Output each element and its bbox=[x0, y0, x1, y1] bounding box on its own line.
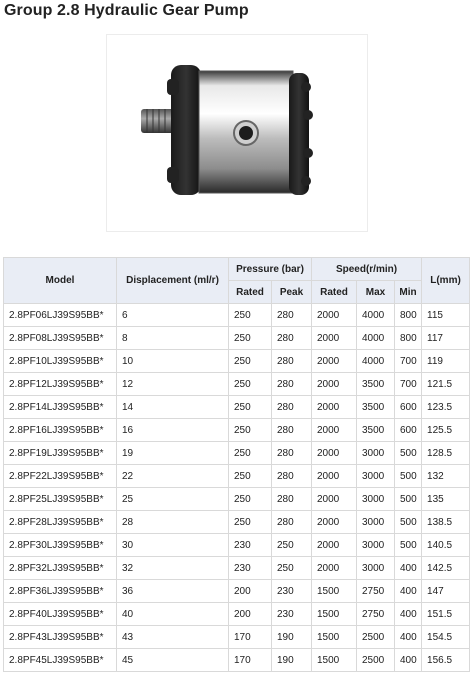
cell-model: 2.8PF12LJ39S95BB* bbox=[4, 373, 117, 396]
table-row bbox=[4, 488, 470, 511]
cell-speed-min: 400 bbox=[395, 557, 422, 580]
cell-speed-max: 3500 bbox=[357, 396, 395, 419]
cell-length: 154.5 bbox=[422, 626, 470, 649]
cell-speed-max: 2500 bbox=[357, 626, 395, 649]
cell-length: 117 bbox=[422, 327, 470, 350]
table-row bbox=[4, 626, 470, 649]
cell-model: 2.8PF10LJ39S95BB* bbox=[4, 350, 117, 373]
cell-speed-rated: 2000 bbox=[312, 304, 357, 327]
cell-model: 2.8PF08LJ39S95BB* bbox=[4, 327, 117, 350]
header-speed-min: Min bbox=[395, 281, 422, 304]
cell-speed-max: 3000 bbox=[357, 534, 395, 557]
cell-pressure-peak: 280 bbox=[272, 488, 312, 511]
table-row bbox=[4, 603, 470, 626]
table-row bbox=[4, 373, 470, 396]
cell-speed-min: 600 bbox=[395, 419, 422, 442]
header-pressure: Pressure (bar) bbox=[229, 258, 312, 281]
header-model: Model bbox=[4, 258, 117, 304]
cell-pressure-rated: 250 bbox=[229, 373, 272, 396]
cell-pressure-rated: 250 bbox=[229, 327, 272, 350]
cell-pressure-peak: 190 bbox=[272, 649, 312, 672]
cell-speed-min: 700 bbox=[395, 373, 422, 396]
cell-speed-max: 3000 bbox=[357, 557, 395, 580]
cell-length: 132 bbox=[422, 465, 470, 488]
cell-pressure-rated: 170 bbox=[229, 626, 272, 649]
cell-pressure-peak: 280 bbox=[272, 511, 312, 534]
cell-speed-rated: 2000 bbox=[312, 534, 357, 557]
cell-model: 2.8PF32LJ39S95BB* bbox=[4, 557, 117, 580]
cell-speed-rated: 1500 bbox=[312, 649, 357, 672]
cell-speed-max: 2750 bbox=[357, 603, 395, 626]
cell-model: 2.8PF43LJ39S95BB* bbox=[4, 626, 117, 649]
cell-speed-rated: 2000 bbox=[312, 419, 357, 442]
cell-model: 2.8PF30LJ39S95BB* bbox=[4, 534, 117, 557]
gear-pump-illustration bbox=[107, 35, 367, 231]
table-row bbox=[4, 557, 470, 580]
cell-length: 156.5 bbox=[422, 649, 470, 672]
specification-table bbox=[3, 257, 470, 672]
cell-model: 2.8PF14LJ39S95BB* bbox=[4, 396, 117, 419]
cell-speed-min: 500 bbox=[395, 465, 422, 488]
cell-speed-max: 3500 bbox=[357, 373, 395, 396]
cell-pressure-rated: 250 bbox=[229, 304, 272, 327]
cell-speed-rated: 2000 bbox=[312, 488, 357, 511]
cell-displacement: 43 bbox=[117, 626, 229, 649]
cell-length: 128.5 bbox=[422, 442, 470, 465]
header-pressure-peak: Peak bbox=[272, 281, 312, 304]
cell-length: 115 bbox=[422, 304, 470, 327]
cell-speed-min: 800 bbox=[395, 327, 422, 350]
cell-displacement: 22 bbox=[117, 465, 229, 488]
hydraulic-gear-pump-image bbox=[106, 34, 368, 232]
cell-speed-min: 700 bbox=[395, 350, 422, 373]
cell-pressure-rated: 250 bbox=[229, 488, 272, 511]
header-speed-max: Max bbox=[357, 281, 395, 304]
cell-speed-rated: 2000 bbox=[312, 350, 357, 373]
cell-pressure-rated: 250 bbox=[229, 350, 272, 373]
cell-pressure-peak: 280 bbox=[272, 304, 312, 327]
cell-pressure-rated: 250 bbox=[229, 442, 272, 465]
cell-length: 125.5 bbox=[422, 419, 470, 442]
cell-model: 2.8PF25LJ39S95BB* bbox=[4, 488, 117, 511]
cell-pressure-rated: 230 bbox=[229, 557, 272, 580]
cell-pressure-peak: 280 bbox=[272, 465, 312, 488]
cell-pressure-rated: 200 bbox=[229, 603, 272, 626]
cell-length: 140.5 bbox=[422, 534, 470, 557]
cell-speed-max: 2500 bbox=[357, 649, 395, 672]
table-row bbox=[4, 442, 470, 465]
cell-displacement: 10 bbox=[117, 350, 229, 373]
cell-pressure-rated: 170 bbox=[229, 649, 272, 672]
table-row bbox=[4, 350, 470, 373]
cell-model: 2.8PF16LJ39S95BB* bbox=[4, 419, 117, 442]
cell-model: 2.8PF36LJ39S95BB* bbox=[4, 580, 117, 603]
cell-speed-max: 3000 bbox=[357, 488, 395, 511]
table-row bbox=[4, 580, 470, 603]
cell-speed-rated: 2000 bbox=[312, 373, 357, 396]
cell-length: 142.5 bbox=[422, 557, 470, 580]
cell-pressure-rated: 250 bbox=[229, 511, 272, 534]
cell-speed-max: 4000 bbox=[357, 327, 395, 350]
header-speed: Speed(r/min) bbox=[312, 258, 422, 281]
cell-pressure-peak: 230 bbox=[272, 603, 312, 626]
cell-speed-rated: 2000 bbox=[312, 557, 357, 580]
cell-pressure-peak: 280 bbox=[272, 327, 312, 350]
table-row bbox=[4, 396, 470, 419]
cell-displacement: 36 bbox=[117, 580, 229, 603]
header-length: L(mm) bbox=[422, 258, 470, 304]
cell-speed-rated: 2000 bbox=[312, 511, 357, 534]
header-speed-rated: Rated bbox=[312, 281, 357, 304]
table-row bbox=[4, 511, 470, 534]
cell-speed-min: 800 bbox=[395, 304, 422, 327]
cell-displacement: 12 bbox=[117, 373, 229, 396]
cell-speed-max: 3000 bbox=[357, 511, 395, 534]
cell-displacement: 6 bbox=[117, 304, 229, 327]
header-pressure-rated: Rated bbox=[229, 281, 272, 304]
cell-speed-max: 4000 bbox=[357, 304, 395, 327]
cell-speed-min: 500 bbox=[395, 511, 422, 534]
cell-displacement: 8 bbox=[117, 327, 229, 350]
cell-length: 123.5 bbox=[422, 396, 470, 419]
cell-speed-rated: 2000 bbox=[312, 465, 357, 488]
table-row bbox=[4, 327, 470, 350]
cell-pressure-peak: 280 bbox=[272, 350, 312, 373]
cell-speed-min: 400 bbox=[395, 649, 422, 672]
table-row bbox=[4, 419, 470, 442]
cell-speed-rated: 1500 bbox=[312, 580, 357, 603]
cell-length: 147 bbox=[422, 580, 470, 603]
cell-speed-max: 4000 bbox=[357, 350, 395, 373]
cell-pressure-rated: 250 bbox=[229, 419, 272, 442]
cell-speed-rated: 2000 bbox=[312, 396, 357, 419]
cell-length: 119 bbox=[422, 350, 470, 373]
cell-displacement: 16 bbox=[117, 419, 229, 442]
header-displacement: Displacement (ml/r) bbox=[117, 258, 229, 304]
cell-pressure-rated: 250 bbox=[229, 396, 272, 419]
cell-speed-max: 2750 bbox=[357, 580, 395, 603]
cell-pressure-peak: 280 bbox=[272, 396, 312, 419]
cell-displacement: 30 bbox=[117, 534, 229, 557]
cell-pressure-rated: 200 bbox=[229, 580, 272, 603]
cell-speed-min: 500 bbox=[395, 534, 422, 557]
cell-displacement: 25 bbox=[117, 488, 229, 511]
cell-pressure-peak: 250 bbox=[272, 534, 312, 557]
cell-speed-max: 3500 bbox=[357, 419, 395, 442]
cell-speed-min: 500 bbox=[395, 442, 422, 465]
cell-model: 2.8PF28LJ39S95BB* bbox=[4, 511, 117, 534]
cell-model: 2.8PF06LJ39S95BB* bbox=[4, 304, 117, 327]
cell-displacement: 40 bbox=[117, 603, 229, 626]
cell-speed-rated: 2000 bbox=[312, 442, 357, 465]
cell-length: 135 bbox=[422, 488, 470, 511]
cell-speed-min: 400 bbox=[395, 580, 422, 603]
cell-displacement: 32 bbox=[117, 557, 229, 580]
cell-speed-min: 400 bbox=[395, 626, 422, 649]
table-row bbox=[4, 534, 470, 557]
table-body bbox=[4, 304, 470, 672]
cell-pressure-peak: 250 bbox=[272, 557, 312, 580]
table-row bbox=[4, 304, 470, 327]
cell-pressure-rated: 250 bbox=[229, 465, 272, 488]
cell-pressure-peak: 280 bbox=[272, 442, 312, 465]
cell-speed-rated: 1500 bbox=[312, 603, 357, 626]
cell-model: 2.8PF40LJ39S95BB* bbox=[4, 603, 117, 626]
table-row bbox=[4, 649, 470, 672]
cell-displacement: 45 bbox=[117, 649, 229, 672]
cell-speed-max: 3000 bbox=[357, 465, 395, 488]
cell-pressure-peak: 230 bbox=[272, 580, 312, 603]
cell-pressure-peak: 280 bbox=[272, 419, 312, 442]
page-title: Group 2.8 Hydraulic Gear Pump bbox=[4, 2, 249, 19]
cell-speed-max: 3000 bbox=[357, 442, 395, 465]
cell-speed-min: 400 bbox=[395, 603, 422, 626]
cell-speed-rated: 1500 bbox=[312, 626, 357, 649]
cell-length: 121.5 bbox=[422, 373, 470, 396]
cell-model: 2.8PF45LJ39S95BB* bbox=[4, 649, 117, 672]
table-row bbox=[4, 465, 470, 488]
cell-model: 2.8PF22LJ39S95BB* bbox=[4, 465, 117, 488]
cell-length: 151.5 bbox=[422, 603, 470, 626]
cell-pressure-rated: 230 bbox=[229, 534, 272, 557]
cell-pressure-peak: 190 bbox=[272, 626, 312, 649]
cell-speed-min: 600 bbox=[395, 396, 422, 419]
cell-displacement: 14 bbox=[117, 396, 229, 419]
cell-model: 2.8PF19LJ39S95BB* bbox=[4, 442, 117, 465]
cell-speed-min: 500 bbox=[395, 488, 422, 511]
cell-displacement: 28 bbox=[117, 511, 229, 534]
cell-speed-rated: 2000 bbox=[312, 327, 357, 350]
cell-pressure-peak: 280 bbox=[272, 373, 312, 396]
cell-displacement: 19 bbox=[117, 442, 229, 465]
cell-length: 138.5 bbox=[422, 511, 470, 534]
